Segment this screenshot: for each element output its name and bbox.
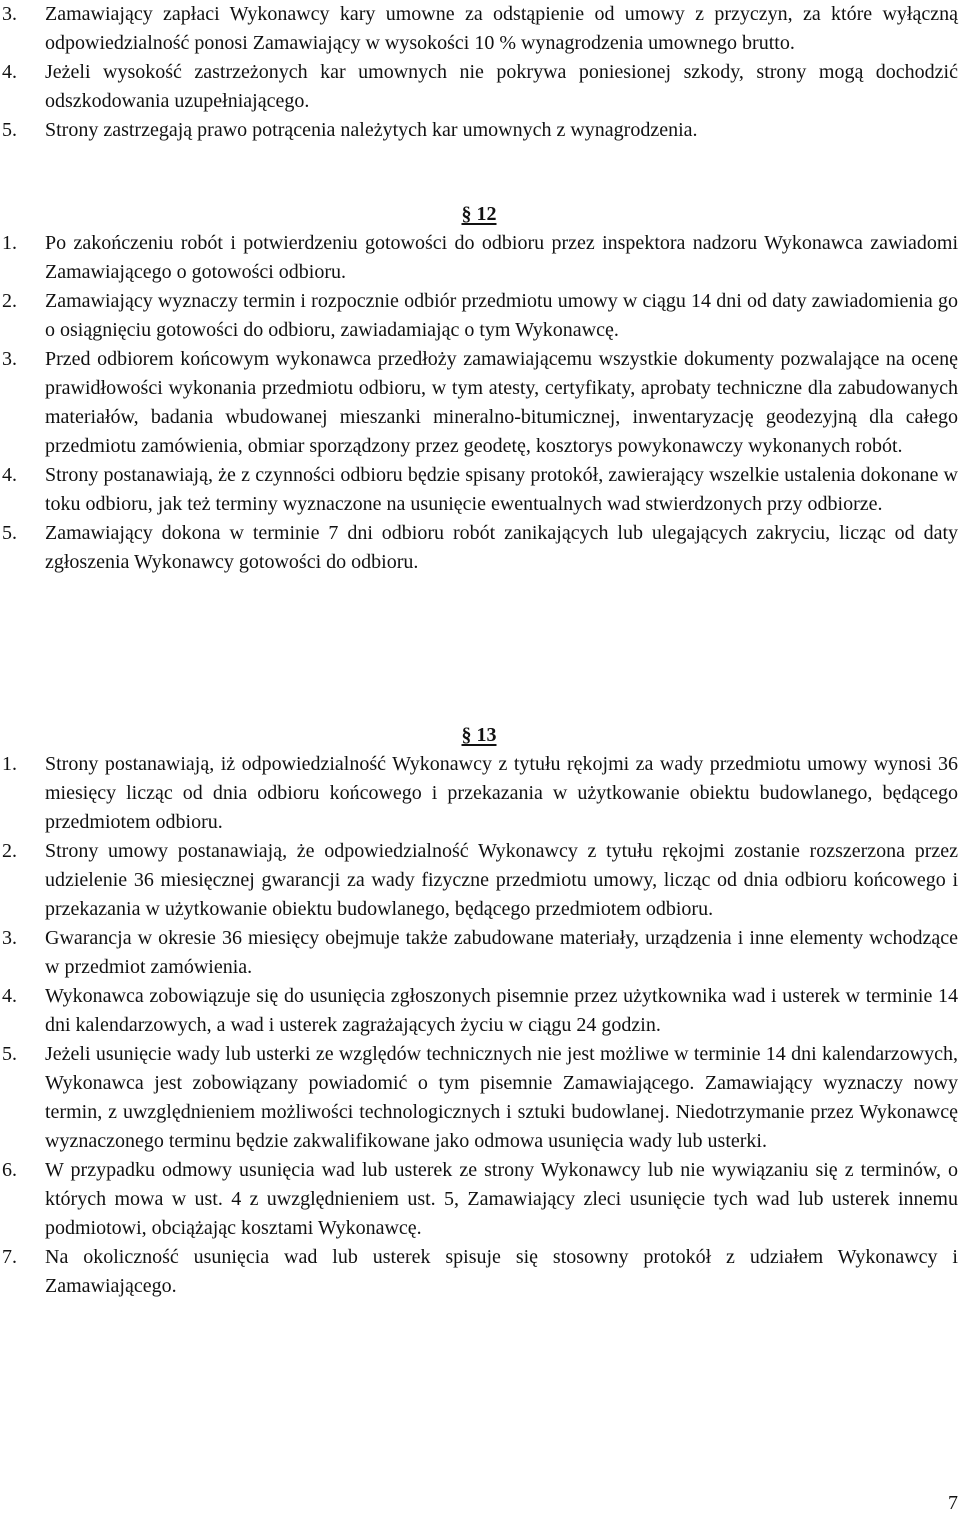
item-text: W przypadku odmowy usunięcia wad lub usterek ze strony Wykonawcy lub nie wywiązaniu się z terminów, o których mowa w ust. 4 z uwzględnieniem ust. 5, Zamawiający zleci usunięcie tych wad lub usterek innemu podmiotowi, obciążając kosztami Wykonawcę.	[45, 1159, 958, 1239]
list-item	[0, 287, 958, 345]
item-number: 5.	[2, 522, 17, 544]
item-number: 3.	[2, 927, 17, 949]
section-13	[0, 721, 958, 1301]
section-12	[0, 200, 958, 577]
item-text: Gwarancja w okresie 36 miesięcy obejmuje także zabudowane materiały, urządzenia i inne elementy wchodzące w przedmiot zamówienia.	[45, 927, 958, 978]
list-item	[0, 1156, 958, 1243]
section-heading-text: § 12	[461, 203, 497, 225]
item-number: 2.	[2, 290, 17, 312]
list-item	[0, 1040, 958, 1156]
section-heading-text: § 13	[461, 724, 497, 746]
item-text: Strony umowy postanawiają, że odpowiedzialność Wykonawcy z tytułu rękojmi zostanie rozszerzona przez udzielenie 36 miesięcznej gwarancji za wady fizyczne przedmiotu umowy, licząc od dnia odbioru końcowego i przekazania w użytkowanie obiektu budowlanego, będącego przedmiotem odbioru.	[45, 840, 958, 920]
item-text: Zamawiający zapłaci Wykonawcy kary umowne za odstąpienie od umowy z przyczyn, za które wyłączną odpowiedzialność ponosi Zamawiający w wysokości 10 % wynagrodzenia umownego brutto.	[45, 3, 958, 54]
list-item	[0, 0, 958, 58]
list-item	[0, 461, 958, 519]
item-text: Wykonawca zobowiązuje się do usunięcia zgłoszonych pisemnie przez użytkownika wad i usterek w terminie 14 dni kalendarzowych, a wad i usterek zagrażających życiu w ciągu 24 godzin.	[45, 985, 958, 1036]
item-number: 4.	[2, 985, 17, 1007]
item-text: Strony postanawiają, że z czynności odbioru będzie spisany protokół, zawierający wszelkie ustalenia dokonane w toku odbioru, jak też terminy wyznaczone na usunięcie ewentualnych wad stwierdzonych przy odbiorze.	[45, 464, 958, 515]
item-text: Na okoliczność usunięcia wad lub usterek spisuje się stosowny protokół z udziałem Wykonawcy i Zamawiającego.	[45, 1246, 958, 1297]
list-item	[0, 837, 958, 924]
list-item	[0, 58, 958, 116]
item-text: Strony zastrzegają prawo potrącenia należytych kar umownych z wynagrodzenia.	[45, 119, 698, 141]
list-item	[0, 750, 958, 837]
item-number: 3.	[2, 348, 17, 370]
page-number: 7	[948, 1492, 958, 1514]
section-heading	[0, 721, 958, 750]
list-item	[0, 116, 958, 145]
item-text: Przed odbiorem końcowym wykonawca przedłoży zamawiającemu wszystkie dokumenty pozwalające na ocenę prawidłowości wykonania przedmiotu odbioru, w tym atesty, certyfikaty, aprobaty techniczne dla zabudowanych materiałów, badania wbudowanej mieszanki mineralno-bitumicznej, inwentaryzację geodezyjną dla całego przedmiotu zamówienia, obmiar sporządzony przez geodetę, kosztorys powykonawczy wykonanych robót.	[45, 348, 958, 457]
item-number: 7.	[2, 1246, 17, 1268]
item-number: 2.	[2, 840, 17, 862]
item-text: Zamawiający wyznaczy termin i rozpocznie odbiór przedmiotu umowy w ciągu 14 dni od daty zawiadomienia go o osiągnięciu gotowości do odbioru, zawiadamiając o tym Wykonawcę.	[45, 290, 958, 341]
item-number: 3.	[2, 3, 17, 25]
item-text: Zamawiający dokona w terminie 7 dni odbioru robót zanikających lub ulegających zakryciu, licząc od daty zgłoszenia Wykonawcy gotowości do odbioru.	[45, 522, 958, 573]
item-number: 1.	[2, 232, 17, 254]
item-number: 6.	[2, 1159, 17, 1181]
list-item	[0, 229, 958, 287]
list-item	[0, 1243, 958, 1301]
list-item	[0, 345, 958, 461]
item-number: 1.	[2, 753, 17, 775]
list-item	[0, 924, 958, 982]
item-number: 4.	[2, 61, 17, 83]
section-heading	[0, 200, 958, 229]
item-text: Jeżeli wysokość zastrzeżonych kar umownych nie pokrywa poniesionej szkody, strony mogą dochodzić odszkodowania uzupełniającego.	[45, 61, 958, 112]
item-number: 5.	[2, 119, 17, 141]
list-item	[0, 519, 958, 577]
section-top	[0, 0, 958, 145]
item-text: Strony postanawiają, iż odpowiedzialność Wykonawcy z tytułu rękojmi za wady przedmiotu umowy wynosi 36 miesięcy licząc od dnia odbioru końcowego i przekazania w użytkowanie obiektu budowlanego, będącego przedmiotem odbioru.	[45, 753, 958, 833]
item-number: 5.	[2, 1043, 17, 1065]
item-number: 4.	[2, 464, 17, 486]
item-text: Po zakończeniu robót i potwierdzeniu gotowości do odbioru przez inspektora nadzoru Wykonawca zawiadomi Zamawiającego o gotowości odbioru.	[45, 232, 958, 283]
list-item	[0, 982, 958, 1040]
item-text: Jeżeli usunięcie wady lub usterki ze względów technicznych nie jest możliwe w terminie 14 dni kalendarzowych, Wykonawca jest zobowiązany powiadomić o tym pisemnie Zamawiającego. Zamawiający wyznaczy nowy termin, z uwzględnieniem możliwości technologicznych i sztuki budowlanej. Niedotrzymanie przez Wykonawcę wyznaczonego terminu będzie zakwalifikowane jako odmowa usunięcia wady lub usterki.	[45, 1043, 958, 1152]
